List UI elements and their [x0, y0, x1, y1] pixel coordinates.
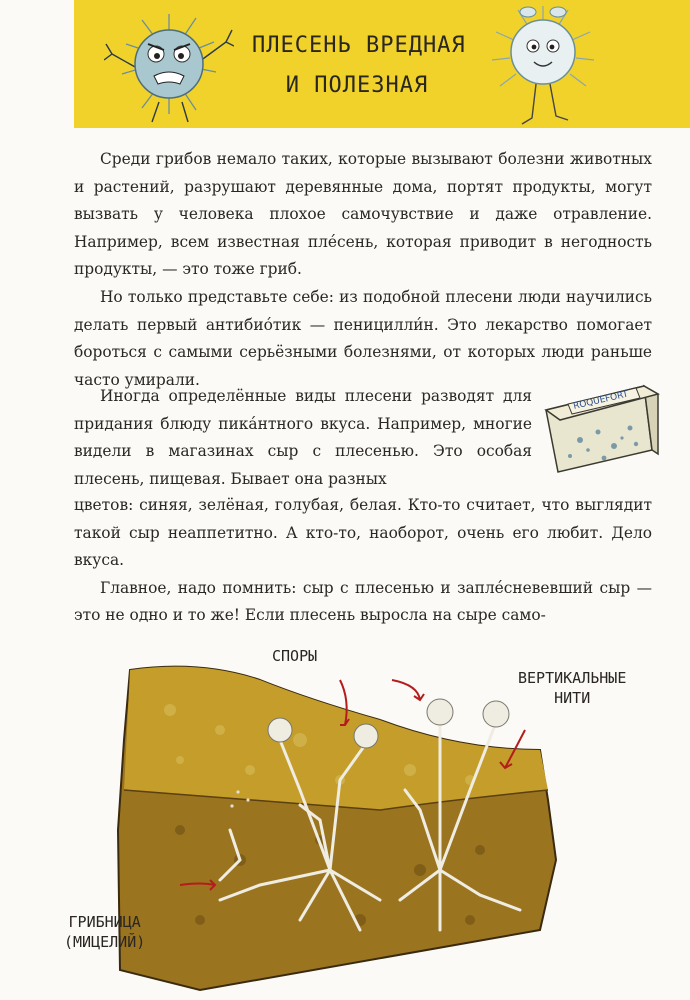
- roquefort-cheese-icon: [540, 380, 662, 480]
- body-text-bottom: [74, 492, 652, 630]
- paragraph-harmful-fungi: Среди грибов немало таких, которые вызывают болезни животных и растений, разрушают деревянные дома, портят продукты, могут вызвать у человека плохое самочувствие и даже отравление. Например, всем известная пле́сень, которая приводит в негодность продукты, — это тоже гриб.: [74, 150, 652, 279]
- paragraph-antibiotic: Но только представьте себе: из подобной плесени люди научились делать первый антибио́тик — пеницилли́н. Это лекарство помогает бороться с самыми серьёзными болезнями, от которых люди раньше часто умирали.: [74, 287, 652, 389]
- roquefort-label: ROQUEFORT: [572, 389, 630, 412]
- page-title-line-2: И ПОЛЕЗНАЯ: [285, 73, 429, 98]
- vertical-threads-label: [518, 668, 626, 708]
- page-title: [252, 26, 466, 106]
- vertical-threads-label-line-1: ВЕРТИКАЛЬНЫЕ: [518, 669, 627, 687]
- angry-mold-monster-icon: [104, 2, 234, 126]
- mycelium-label-line-1: ГРИБНИЦА: [68, 913, 141, 931]
- vertical-threads-label-line-2: НИТИ: [554, 689, 591, 707]
- friendly-mold-monster-icon: [488, 0, 598, 128]
- spores-label: СПОРЫ: [272, 647, 318, 665]
- paragraph-cheese-mold: Иногда определённые виды плесени разводят для придания блюду пика́нтного вкуса. Например, многие видели в магазинах сыр с плесенью. Это особая плесень, пищевая. Бывает она разных: [74, 387, 532, 488]
- paragraph-cheese-colors: цветов: синяя, зелёная, голубая, белая. Кто-то считает, что выглядит такой сыр неаппетитно. А кто-то, наоборот, очень его любит. Дело вкуса.: [74, 496, 652, 570]
- page-title-line-1: ПЛЕСЕНЬ ВРЕДНАЯ: [252, 33, 466, 58]
- body-text-cheese: [74, 383, 532, 493]
- paragraph-moldy-cheese: Главное, надо помнить: сыр с плесенью и запле́сневевший сыр — это не одно и то же! Если плесень выросла на сыре само-: [74, 578, 652, 625]
- body-text-top: [74, 146, 652, 394]
- mycelium-label: [64, 912, 145, 952]
- mycelium-label-line-2: (МИЦЕЛИЙ): [64, 933, 146, 951]
